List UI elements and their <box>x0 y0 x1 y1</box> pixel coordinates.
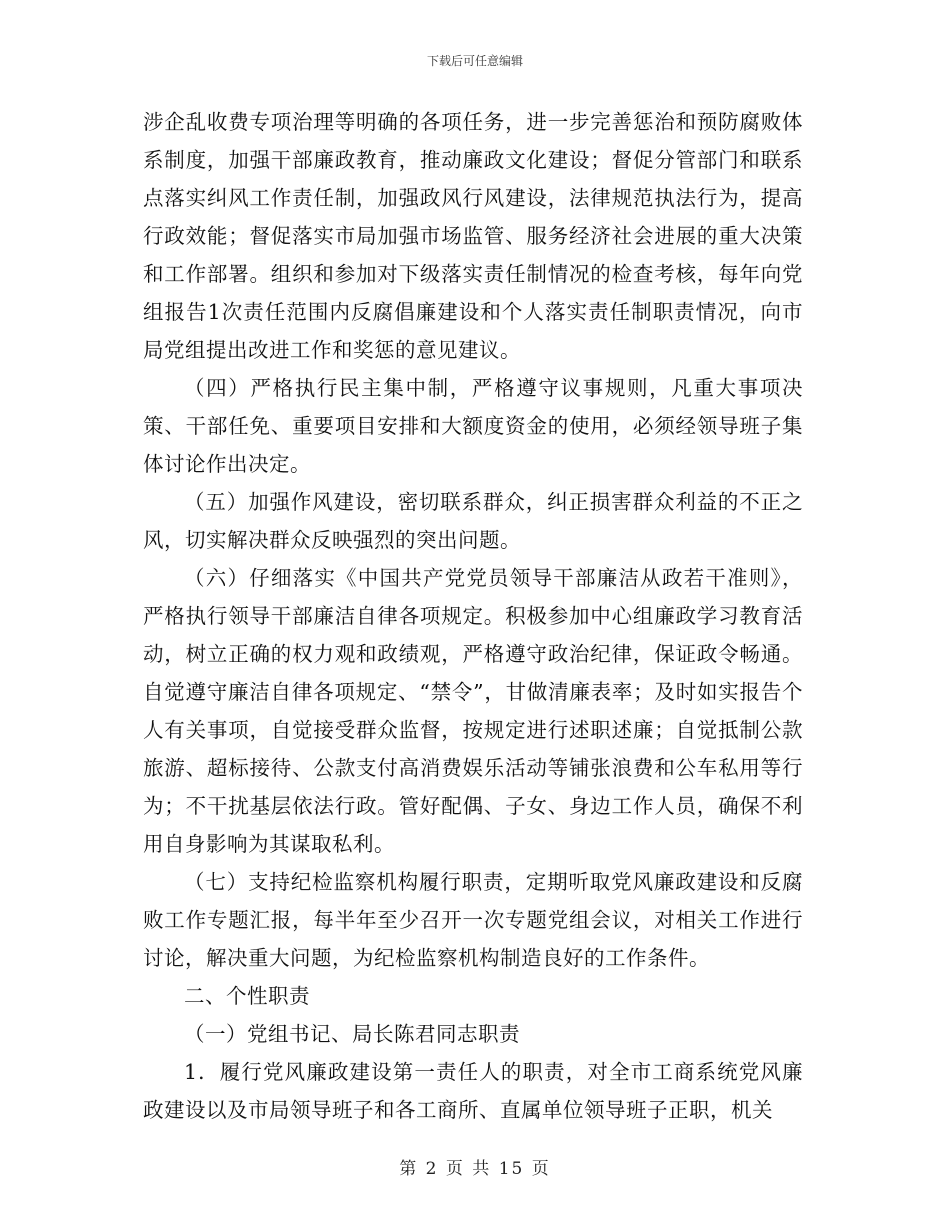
subsection-heading-1: （一）党组书记、局长陈君同志职责 <box>184 1022 520 1046</box>
document-body <box>143 103 803 1129</box>
section-heading-2: 二、个性职责 <box>184 984 310 1008</box>
paragraph-item-4: （四）严格执行民主集中制，严格遵守议事规则，凡重大事项决策、干部任免、重要项目安排和大额度资金的使用，必须经领导班子集体讨论作出决定。 <box>143 376 803 476</box>
paragraph-duty-1: 1．履行党风廉政建设第一责任人的职责，对全市工商系统党风廉政建设以及市局领导班子和各工商所、直属单位领导班子正职，机关 <box>143 1060 803 1122</box>
page-number: 第 2 页 共 15 页 <box>399 1159 551 1179</box>
paragraph-item-6: （六）仔细落实《中国共产党党员领导干部廉洁从政若干准则》，严格执行领导干部廉洁自律各项规定。积极参加中心组廉政学习教育活动，树立正确的权力观和政绩观，严格遵守政治纪律，保证政令畅通。自觉遵守廉洁自律各项规定、“禁令”，甘做清廉表率；及时如实报告个人有关事项，自觉接受群众监督，按规定进行述职述廉；自觉抵制公款旅游、超标接待、公款支付高消费娱乐活动等铺张浪费和公车私用等行为；不干扰基层依法行政。管好配偶、子女、身边工作人员，确保不利用自身影响为其谋取私利。 <box>143 566 803 856</box>
paragraph-item-7: （七）支持纪检监察机构履行职责，定期听取党风廉政建设和反腐败工作专题汇报，每半年至少召开一次专题党组会议，对相关工作进行讨论，解决重大问题，为纪检监察机构制造良好的工作条件。 <box>143 870 803 970</box>
page-header: 下载后可任意编辑 <box>426 54 523 68</box>
paragraph-item-5: （五）加强作风建设，密切联系群众，纠正损害群众利益的不正之风，切实解决群众反映强烈的突出问题。 <box>143 490 803 552</box>
paragraph-continuation: 涉企乱收费专项治理等明确的各项任务，进一步完善惩治和预防腐败体系制度，加强干部廉政教育，推动廉政文化建设；督促分管部门和联系点落实纠风工作责任制，加强政风行风建设，法律规范执法行为，提高行政效能；督促落实市局加强市场监管、服务经济社会进展的重大决策和工作部署。组织和参加对下级落实责任制情况的检查考核，每年向党组报告1次责任范围内反腐倡廉建设和个人落实责任制职责情况，向市局党组提出改进工作和奖惩的意见建议。 <box>143 110 803 362</box>
